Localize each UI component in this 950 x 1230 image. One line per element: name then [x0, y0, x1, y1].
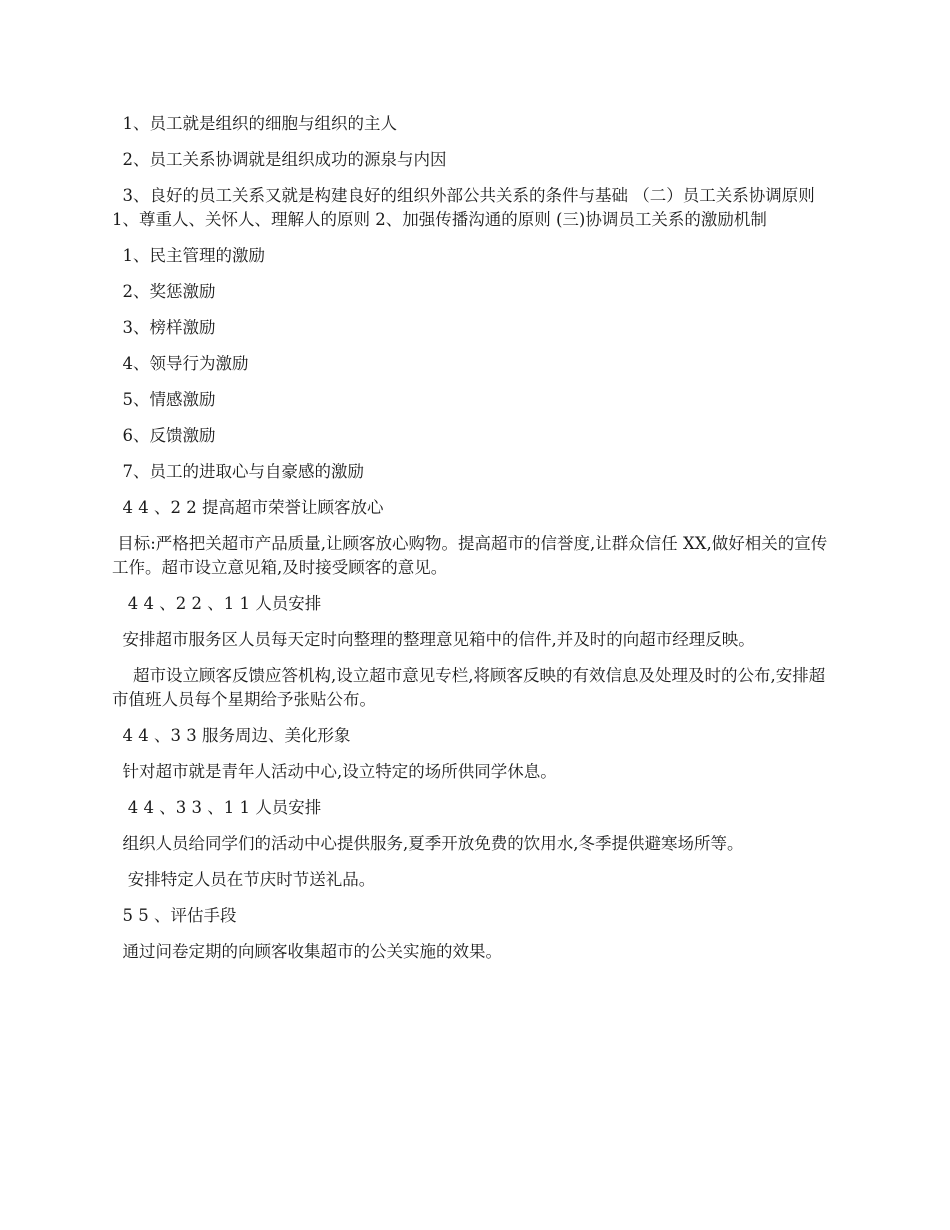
paragraph-8: 5、情感激励 [112, 390, 216, 409]
paragraph-youth-center: 针对超市就是青年人活动中心,设立特定的场所供同学休息。 [112, 762, 557, 781]
paragraph-gifts: 安排特定人员在节庆时节送礼品。 [112, 870, 376, 889]
paragraph-goal: 目标:严格把关超市产品质量,让顾客放心购物。提高超市的信誉度,让群众信任 XX,做好相关的宣传工作。超市设立意见箱,及时接受顾客的意见。 [112, 534, 828, 577]
paragraph-6: 3、榜样激励 [112, 318, 216, 337]
paragraph-9: 6、反馈激励 [112, 426, 216, 445]
section-heading-5: 5 5 、评估手段 [112, 906, 237, 925]
paragraph-evaluation: 通过问卷定期的向顾客收集超市的公关实施的效果。 [112, 942, 502, 961]
section-heading-4-2: 4 4 、2 2 提高超市荣誉让顾客放心 [112, 498, 384, 517]
subsection-heading-4-3-1: 4 4 、3 3 、1 1 人员安排 [112, 798, 322, 817]
paragraph-5: 2、奖惩激励 [112, 282, 216, 301]
subsection-heading-4-2-1: 4 4 、2 2 、1 1 人员安排 [112, 594, 322, 613]
section-heading-4-3: 4 4 、3 3 服务周边、美化形象 [112, 726, 351, 745]
paragraph-10: 7、员工的进取心与自豪感的激励 [112, 462, 364, 481]
paragraph-staff-arrangement: 安排超市服务区人员每天定时向整理的整理意见箱中的信件,并及时的向超市经理反映。 [112, 630, 755, 649]
paragraph-3: 3、良好的员工关系又就是构建良好的组织外部公共关系的条件与基础 （二）员工关系协调原则 1、尊重人、关怀人、理解人的原则 2、加强传播沟通的原则 (三)协调员工关系的激励机制 [112, 186, 820, 229]
paragraph-4: 1、民主管理的激励 [112, 246, 265, 265]
paragraph-2: 2、员工关系协调就是组织成功的源泉与内因 [112, 150, 447, 169]
paragraph-feedback-agency: 超市设立顾客反馈应答机构,设立超市意见专栏,将顾客反映的有效信息及处理及时的公布,安排超市值班人员每个星期给予张贴公布。 [112, 666, 826, 709]
document-body [112, 112, 832, 976]
paragraph-7: 4、领导行为激励 [112, 354, 249, 373]
paragraph-1: 1、员工就是组织的细胞与组织的主人 [112, 114, 397, 133]
paragraph-services: 组织人员给同学们的活动中心提供服务,夏季开放免费的饮用水,冬季提供避寒场所等。 [112, 834, 744, 853]
